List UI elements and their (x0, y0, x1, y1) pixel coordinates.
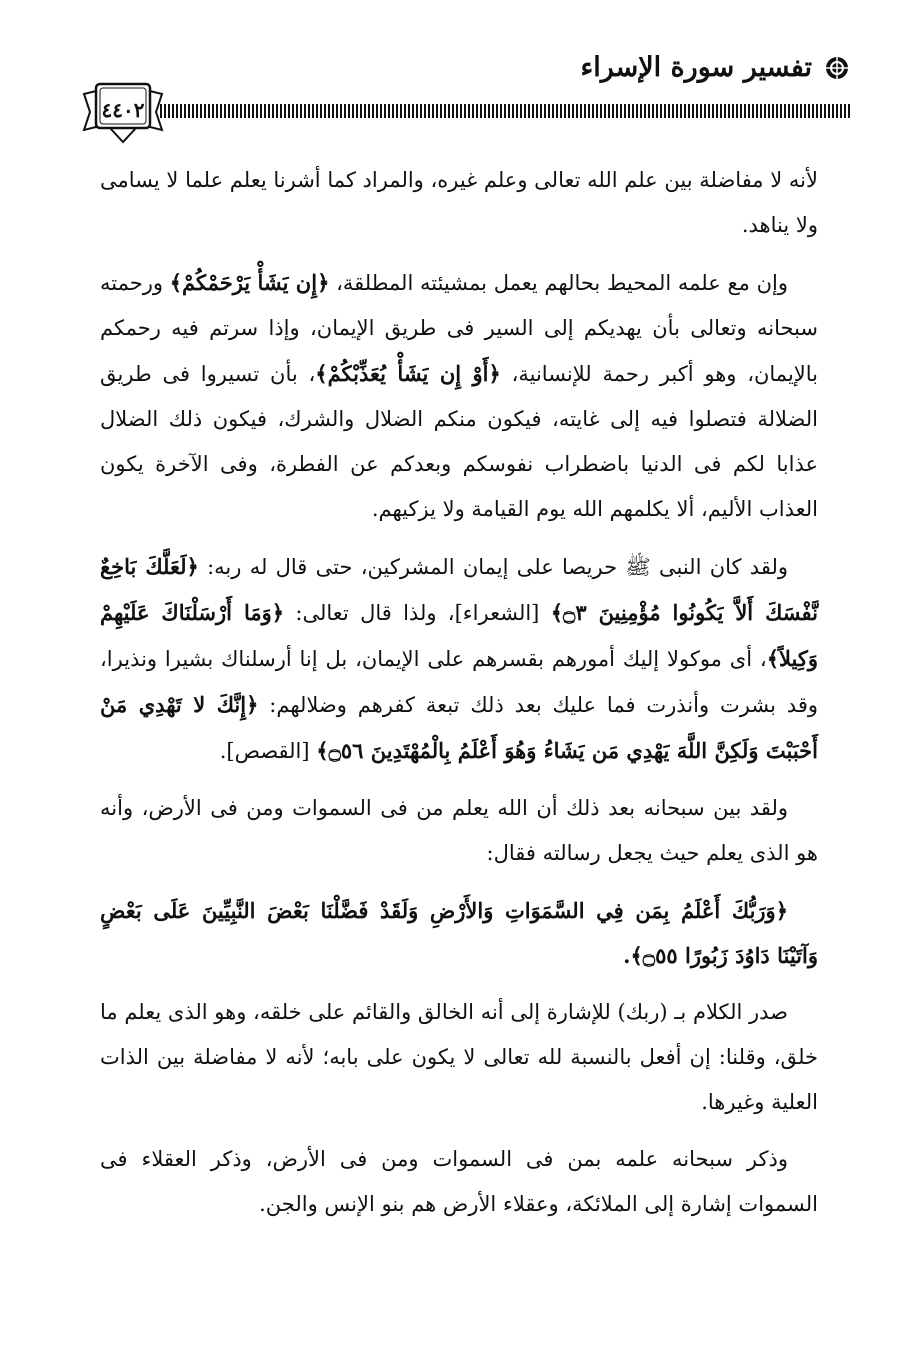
page-header (80, 48, 850, 148)
quran-verse: ﴿وَمَا أَرْسَلْنَاكَ عَلَيْهِمْ وَكِيلاً﴾ (100, 600, 818, 671)
running-title (581, 52, 850, 83)
paragraph-1 (100, 158, 818, 248)
paragraph-text: وإن مع علمه المحيط بحالهم يعمل بمشيئته المطلقة، (329, 271, 788, 295)
paragraph-text: [الشعراء]، ولذا قال تعالى: (284, 601, 551, 625)
paragraph-text: ولقد بين سبحانه بعد ذلك أن الله يعلم من فى السموات ومن فى الأرض، وأنه هو الذى يعلم حيث يجعل رسالته فقال: (100, 796, 818, 865)
paragraph-4 (100, 786, 818, 876)
paragraph-text: ، أى موكولا إليك أمورهم بقسرهم على الإيمان، بل إنا أرسلناك بشيرا ونذيرا، وقد بشرت وأنذرت فما عليك بعد ذلك تبعة كفرهم وضلالهم: (100, 647, 819, 717)
paragraph-text: ولقد كان النبى ﷺ حريصا على إيمان المشركين، حتى قال له ربه: (198, 555, 788, 579)
verse-block (100, 888, 818, 978)
quran-verse: ﴿وَرَبُّكَ أَعْلَمُ بِمَن فِي السَّمَوَاتِ وَالأَرْضِ وَلَقَدْ فَضَّلْنَا بَعْضَ النَّبِيِّينَ عَلَى بَعْضٍ وَآتَيْنَا دَاوُدَ زَبُورًا ۝٥٥﴾ (100, 898, 818, 968)
ornament-icon (824, 55, 850, 81)
page-number: ٤٤٠٢ (101, 98, 145, 122)
quran-verse: ﴿أَوْ إِن يَشَأْ يُعَذِّبْكُمْ﴾ (315, 361, 501, 386)
header-rule (160, 104, 850, 118)
quran-verse: ﴿إِن يَشَأْ يَرْحَمْكُمْ﴾ (169, 270, 330, 295)
paragraph-text: صدر الكلام بـ (ربك) للإشارة إلى أنه الخالق والقائم على خلقه، وهو الذى يعلم ما خلق، وقلنا: إن أفعل بالنسبة لله تعالى لا يكون على بابه؛ لأنه لا مفاضلة بين الذات العلية وغيرها. (100, 1000, 818, 1114)
quran-verse: ﴿لَعَلَّكَ بَاخِعٌ نَّفْسَكَ أَلاَّ يَكُونُوا مُؤْمِنِينَ ۝٣﴾ (100, 554, 818, 625)
paragraph-text: . (623, 943, 631, 968)
paragraph-6 (100, 1137, 818, 1227)
paragraph-3 (100, 544, 818, 774)
paragraph-text: ورحمته سبحانه وتعالى بأن يهديكم إلى السير فى طريق الإيمان، وإذا سرتم فيه رحمكم بالإيمان، وهو أكبر رحمة للإنسانية، (100, 271, 819, 386)
quran-verse: ﴿إِنَّكَ لا تَهْدِي مَنْ أَحْبَبْتَ وَلَكِنَّ اللَّهَ يَهْدِي مَن يَشَاءُ وَهُوَ أَعْلَمُ بِالْمُهْتَدِينَ ۝٥٦﴾ (100, 692, 818, 763)
body-text (100, 158, 818, 1239)
paragraph-text: ، بأن تسيروا فى طريق الضلالة فتصلوا فيه إلى غايته، فيكون منكم الضلال والشرك، فيكون ذلك الضلال عذابا لكم فى الدنيا باضطراب نفوسكم وبعدكم عن الفطرة، وفى الآخرة يكون العذاب الأليم، ألا يكلمهم الله يوم القيامة ولا يزكيهم. (100, 362, 818, 521)
page-number-badge (80, 70, 166, 146)
paragraph-2 (100, 260, 818, 532)
paragraph-text: لأنه لا مفاضلة بين علم الله تعالى وعلم غيره، والمراد كما أشرنا يعلم علما لا يسامى ولا يناهد. (100, 168, 818, 237)
running-title-text: تفسير سورة الإسراء (580, 52, 812, 83)
paragraph-text: وذكر سبحانه علمه بمن فى السموات ومن فى الأرض، وذكر العقلاء فى السموات إشارة إلى الملائكة، وعقلاء الأرض هم بنو الإنس والجن. (100, 1147, 818, 1216)
paragraph-text: [القصص]. (219, 739, 317, 763)
paragraph-5 (100, 990, 818, 1125)
